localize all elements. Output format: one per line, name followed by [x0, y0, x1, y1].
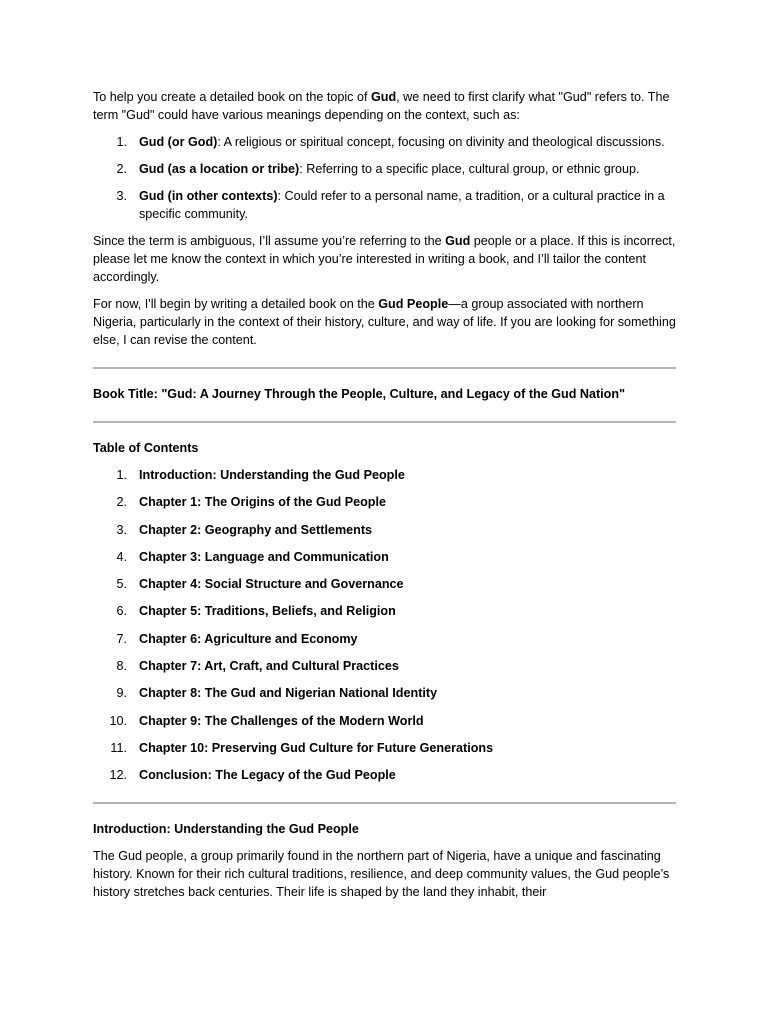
toc-item: 9. Chapter 8: The Gud and Nigerian National Identity [116, 686, 438, 701]
section-body: The Gud people, a group primarily found in the northern part of Nigeria, have a unique and fascinating history. Known for their rich cultural traditions, resilience, and deep community values, the Gud people’s history stretches back centuries. Their life is shaped by the land they inhabit, their [93, 849, 670, 900]
toc-heading: Table of Contents [93, 441, 199, 455]
divider [93, 802, 676, 804]
toc-list [93, 466, 676, 784]
toc-item: 1. Introduction: Understanding the Gud People [116, 468, 405, 482]
list-item: 2. Gud (as a location or tribe): Referring to a specific place, cultural group, or ethnic group. [116, 162, 640, 176]
toc-item: 12. Conclusion: The Legacy of the Gud People [109, 768, 396, 783]
toc-item: 6. Chapter 5: Traditions, Beliefs, and Religion [116, 604, 396, 619]
section-heading: Introduction: Understanding the Gud People [93, 822, 359, 837]
toc-item: 2. Chapter 1: The Origins of the Gud People [116, 495, 386, 510]
book-title: Book Title: "Gud: A Journey Through the People, Culture, and Legacy of the Gud Nation" [93, 387, 626, 401]
toc-item: 10. Chapter 9: The Challenges of the Modern World [109, 713, 424, 728]
intro-paragraph-3: For now, I'll begin by writing a detailed book on the Gud People—a group associated with northern Nigeria, particularly in the context of their history, culture, and way of life. If you are looking for something else, I can revise the content. [93, 297, 676, 347]
toc-item: 4. Chapter 3: Language and Communication [116, 549, 389, 564]
intro-paragraph-1: To help you create a detailed book on the topic of Gud, we need to first clarify what "Gud" refers to. The term "Gud" could have various meanings depending on the context, such as: [93, 90, 670, 122]
toc-item: 11. Chapter 10: Preserving Gud Culture for Future Generations [110, 740, 494, 755]
toc-item: 7. Chapter 6: Agriculture and Economy [116, 631, 358, 646]
list-item: 1. Gud (or God): A religious or spiritual concept, focusing on divinity and theological discussions. [116, 135, 665, 149]
toc-item: 3. Chapter 2: Geography and Settlements [116, 522, 373, 537]
toc-item: 5. Chapter 4: Social Structure and Governance [116, 577, 404, 592]
divider [93, 421, 676, 423]
list-item: 3. Gud (in other contexts): Could refer to a personal name, a tradition, or a cultural practice in a specific community. [116, 189, 665, 221]
intro-paragraph-2: Since the term is ambiguous, I’ll assume you’re referring to the Gud people or a place. If this is incorrect, please let me know the context in which you’re interested in writing a book, and I’ll tailor the content accordingly. [93, 234, 676, 284]
divider [93, 367, 676, 369]
toc-item: 8. Chapter 7: Art, Craft, and Cultural Practices [116, 659, 399, 674]
meanings-list [93, 133, 676, 223]
